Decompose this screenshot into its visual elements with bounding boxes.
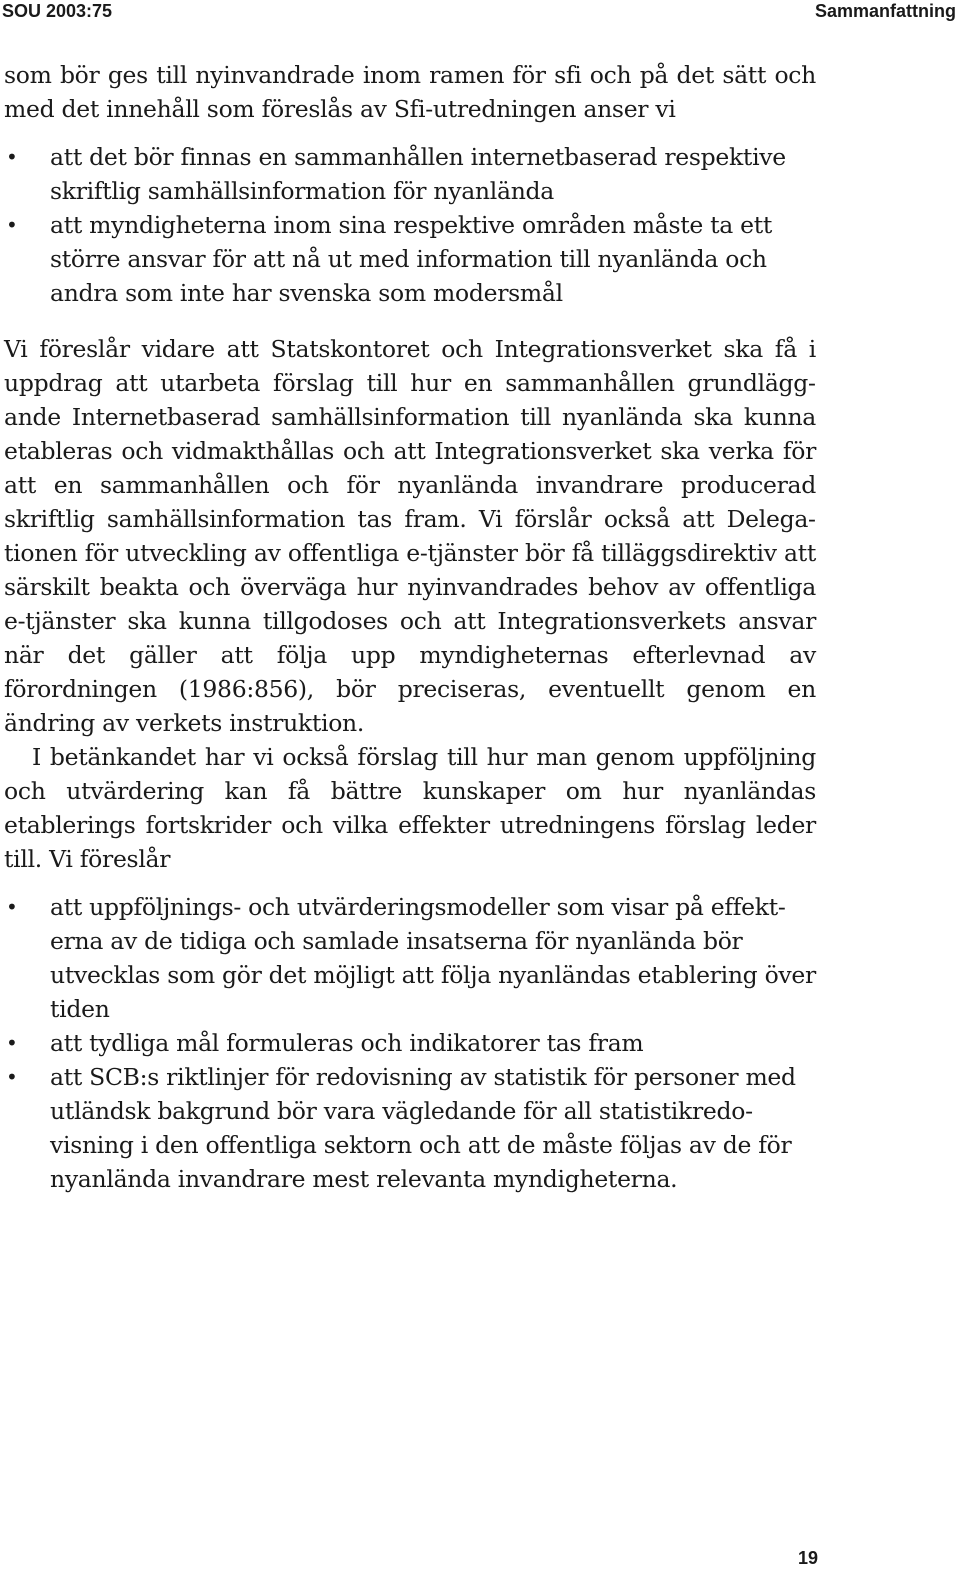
list-item-text: att det bör finnas en sammanhållen internetbaserad respektive skriftlig samhällsinformation för nyanlända	[50, 143, 786, 205]
page-body	[4, 58, 816, 1218]
list-item-text: att SCB:s riktlinjer för redovisning av statistik för personer med utländsk bakgrund bör vara vägledande för all statistikredovisning i den offentliga sektorn och att de måste följas av de för nyanlända invandrare mest relevanta myndigheterna.	[50, 1063, 796, 1193]
bullet-icon: •	[6, 1065, 18, 1089]
follow-up-paragraph: I betänkandet har vi också förslag till hur man genom uppföljning och utvärdering kan få bättre kunskaper om hur nyanländas etablerings fortskrider och vilka effekter utredningens förslag leder till. Vi föreslår	[4, 743, 816, 873]
list-item	[4, 208, 816, 310]
intro-paragraph: som bör ges till nyinvandrade inom ramen för sfi och på det sätt och med det innehåll som föreslås av Sfi-utredningen anser vi	[4, 61, 816, 123]
list-item-text: att myndigheterna inom sina respektive områden måste ta ett större ansvar för att nå ut med information till nyanlända och andra som inte har svenska som modersmål	[50, 211, 773, 307]
bullet-icon: •	[6, 1031, 18, 1055]
page-header	[0, 0, 958, 24]
bullet-list-2	[4, 890, 816, 1196]
page-number: 19	[797, 1548, 818, 1568]
bullet-icon: •	[6, 213, 18, 237]
list-item	[4, 890, 816, 1026]
list-item	[4, 1026, 816, 1060]
bullet-list-1	[4, 140, 816, 310]
bullet-icon: •	[6, 895, 18, 919]
bullet-icon: •	[6, 145, 18, 169]
list-item-text: att uppföljnings- och utvärderingsmodeller som visar på effekterna av de tidiga och samlade insatserna för nyanlända bör utvecklas som gör det möjligt att följa nyanländas etablering över tiden	[50, 893, 816, 1023]
section-title: Sammanfattning	[814, 1, 956, 21]
document-reference: SOU 2003:75	[2, 1, 113, 21]
proposal-paragraph: Vi föreslår vidare att Statskontoret och Integrationsverket ska få i uppdrag att utarbeta förslag till hur en sammanhållen grundläggande Internetbaserad samhällsinformation till nyanlända ska kunna etableras och vidmakthållas och att Integrationsverket ska verka för att en sammanhållen och för nyanlända invandrare producerad skriftlig samhällsinformation tas fram. Vi förslår också att Delegationen för utveckling av offentliga e-tjänster bör få tilläggsdirektiv att särskilt beakta och överväga hur nyinvandrades behov av offentliga e-tjänster ska kunna tillgodoses och att Integrationsverkets ansvar när det gäller att följa upp myndigheternas efterlevnad av förordningen (1986:856), bör preciseras, eventuellt genom en ändring av verkets instruktion.	[4, 335, 816, 737]
list-item	[4, 140, 816, 208]
list-item-text: att tydliga mål formuleras och indikatorer tas fram	[50, 1029, 644, 1057]
list-item	[4, 1060, 816, 1196]
